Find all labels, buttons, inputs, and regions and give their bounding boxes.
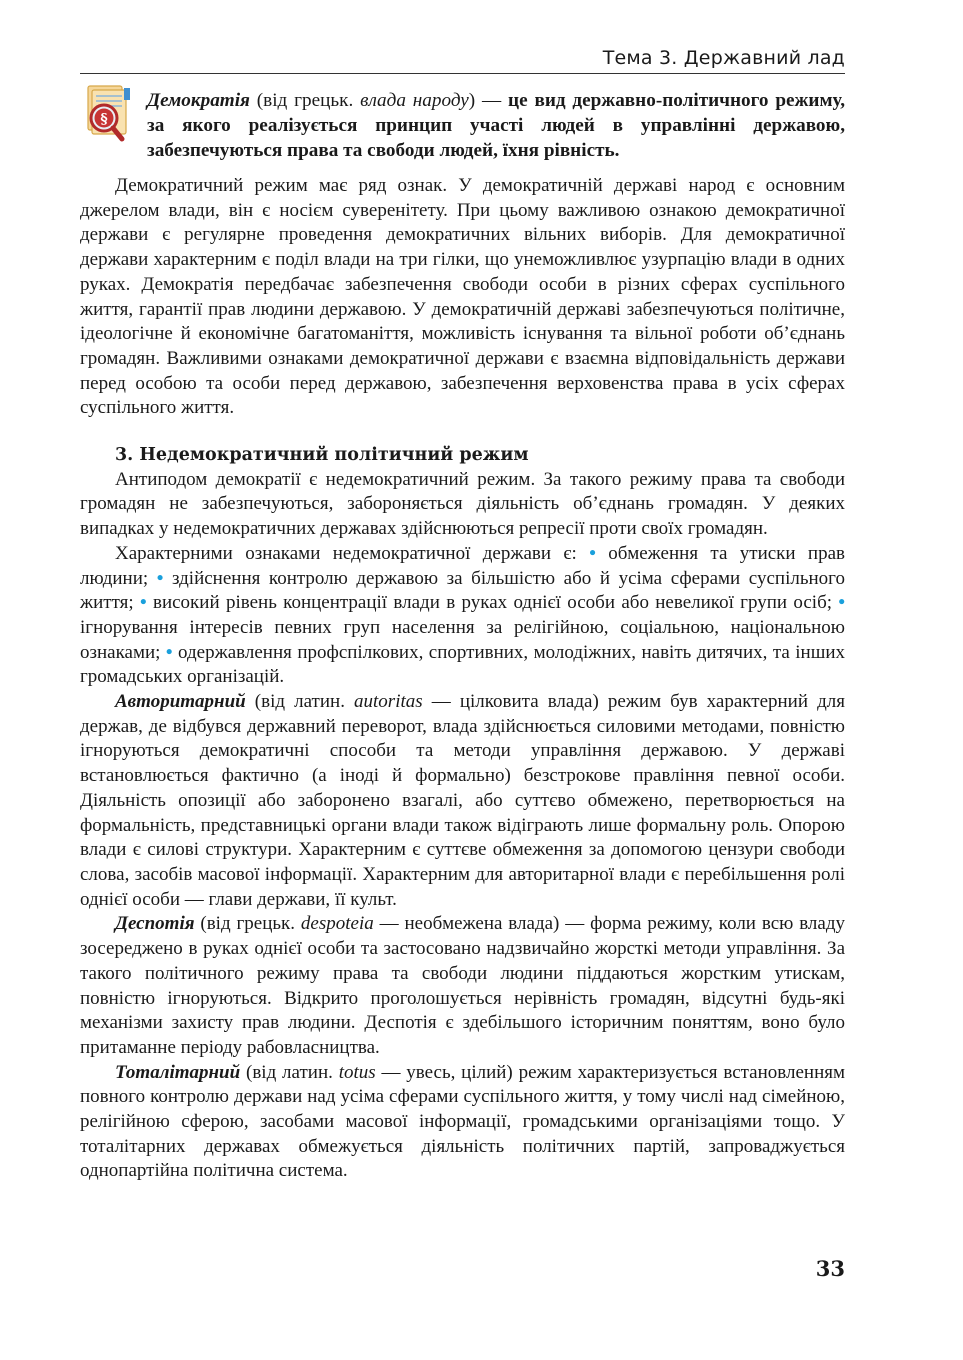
- origin-open: (від латин.: [240, 1061, 339, 1083]
- main-text: [80, 174, 845, 1184]
- bullet-icon: •: [156, 567, 164, 589]
- bullet-icon: •: [140, 592, 147, 614]
- paragraph-authoritarian: [80, 690, 845, 912]
- paragraph-democracy: Демократичний режим має ряд ознак. У демократичній державі народ є основним джерелом влади, він є носієм суверенітету. При цьому важливою ознакою демократичної держави є регулярне проведення демократичних вільних виборів. Для демократичної держави характерним є поділ влади на три гілки, що унеможливлює узурпацію влади в одних руках. Демократія передбачає забезпечення свободи особи в різних сферах суспільного життя, гарантії прав людини державою. У демократичній державі забезпечуються політичне, ідеологічне й економічне багатоманіття, можливість існування та вільної роботи об’єднань громадян. Важливими ознаками демократичної держави є взаємна відповідальність держави перед особою та особи перед державою, забезпечення верховенства права в усіх сферах суспільного життя.: [80, 175, 845, 419]
- term-despotism: Деспотія: [115, 913, 195, 935]
- origin-open: (від грецьк.: [194, 913, 301, 935]
- definition-text: це вид державно-політичного режиму, за якого реалізується принцип участі людей в управлінні державою, забезпечуються права та свободи людей, їхня рівність.: [147, 90, 846, 161]
- header-rule: [80, 73, 845, 74]
- origin-word: autoritas: [354, 691, 423, 713]
- bullet-icon: •: [838, 592, 845, 614]
- svg-text:§: §: [100, 111, 108, 128]
- definition-term: Демократія: [147, 90, 250, 111]
- origin-word: despoteia: [300, 913, 374, 935]
- paragraph-totalitarian: [80, 1061, 845, 1185]
- law-book-magnifier-icon: [80, 84, 134, 144]
- origin-open: (від латин.: [245, 691, 355, 713]
- paragraph-antipode: Антиподом демократії є недемократичний режим. За такого режиму права та свободи громадян не забезпечуються, забороняється діяльність об’єднань громадян. У деяких випадках у недемократичних державах здійснюються репресії проти своїх громадян.: [80, 468, 845, 540]
- section-heading: 3. Недемократичний політичний режим: [115, 445, 529, 466]
- feature-item: здійснення контролю державою за більшістю або й усіма сферами суспільного життя;: [80, 567, 845, 614]
- paragraph-text: — цілковита влада) режим був характерний для держав, де відбувся державний переворот, влада здійснюється силовими методами, повністю ігноруються демократичні способи та методи управління державою. У державі встановлюється фактично (а іноді й формально) безстрокове правління певної особи. Діяльність опозиції або заборонено взагалі, або суттєво обмежено, перетворюється на формальність, представницькі органи влади також відіграють лише формальну роль. Опорою влади є силові структури. Характерним є суттєве обмеження за допомогою цензури свободи слова, засобів масової інформації. Характерним для авторитарної влади є перебільшення ролі однієї особи — глави держави, її культ.: [80, 691, 845, 910]
- term-authoritarian: Авторитарний: [115, 691, 246, 713]
- term-totalitarian: Тоталітарний: [115, 1061, 241, 1083]
- paragraph-text: — необмежена влада) — форма режиму, коли всю владу зосереджено в руках однієї особи та застосовано надзвичайно жорсткі методи управління. За такого політичного режиму права та свободи людини піддаються жорстким утискам, повністю ігноруються. Відкрито проголошується нерівність громадян, відсутні будь-які механізми захисту прав людини. Деспотія є здебільшого історичним поняттям, воно було притаманне періоду рабовласництва.: [80, 913, 845, 1058]
- paragraph-text: — увесь, цілий) режим характеризується встановленням повного контролю держави над усіма сферами суспільного життя, у тому числі над сімейною, релігійною сферою, засобами масової інформації, громадськими організаціями тощо. У тоталітарних державах обмежується діяльність політичних партій, запроваджується однопартійна політична система.: [80, 1061, 845, 1182]
- feature-item: ігнорування інтересів певних груп населення за релігійною, соціальною, національною ознаками;: [80, 616, 845, 663]
- paragraph-despotism: [80, 912, 845, 1060]
- feature-item: одержавлення профспілкових, спортивних, молодіжних, навіть дитячих, та інших громадських організацій.: [80, 641, 846, 688]
- definition-origin-meaning: влада народу: [360, 90, 469, 111]
- definition-block: [147, 88, 845, 163]
- paragraph-features: [80, 542, 845, 690]
- bullet-icon: •: [165, 641, 173, 663]
- feature-item: обмеження та утиски прав людини;: [80, 542, 846, 589]
- bullet-icon: •: [589, 542, 596, 564]
- running-header: Тема 3. Державний лад: [602, 47, 845, 69]
- origin-word: totus: [338, 1061, 376, 1083]
- feature-item: високий рівень концентрації влади в руках однієї особи або невеликої групи осіб;: [152, 592, 839, 614]
- page-number: 33: [815, 1256, 845, 1281]
- definition-origin-open: (від грецьк.: [249, 90, 361, 111]
- definition-origin-close: ) —: [468, 90, 509, 111]
- features-intro: Характерними ознаками недемократичної держави є:: [115, 542, 590, 564]
